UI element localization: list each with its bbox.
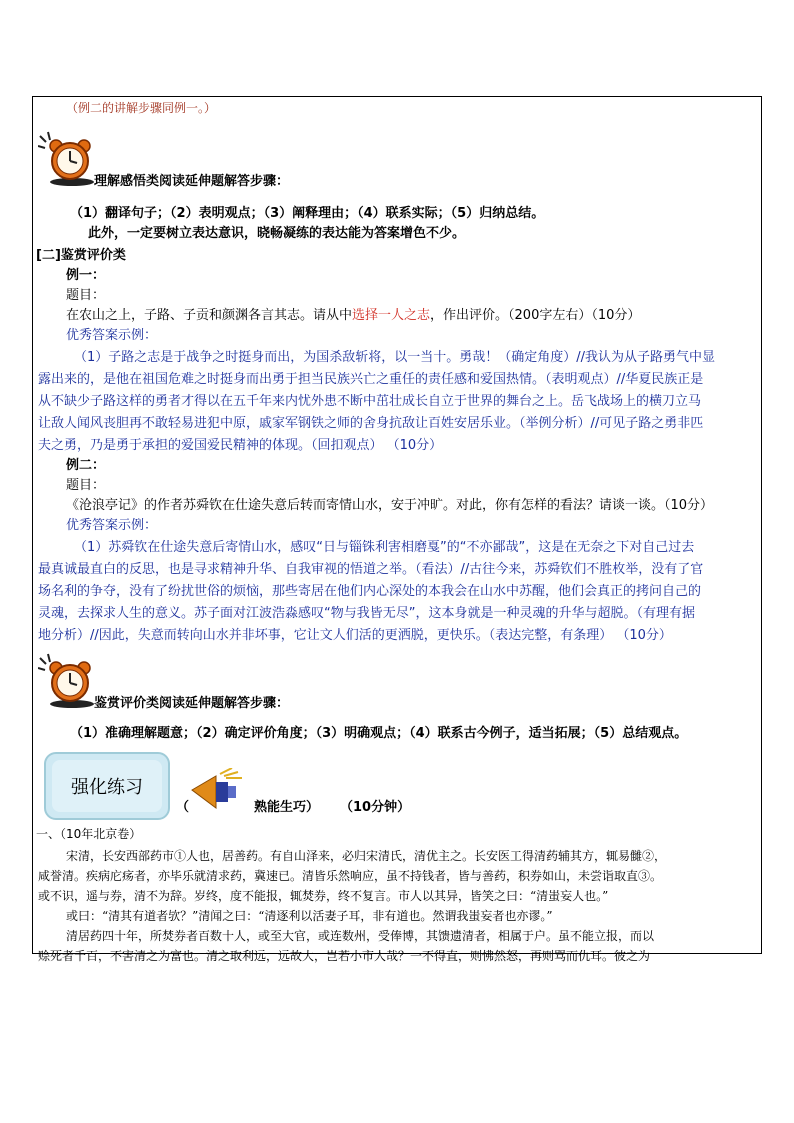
part2-heading: [二]鉴赏评价类 bbox=[36, 248, 126, 263]
example2-label: 例二： bbox=[66, 458, 106, 473]
example2-answer-line: 地分析）//因此，失意而转向山水并非坏事，它让文人们活的更洒脱，更快乐。（表达完整，有条理） （10分） bbox=[38, 628, 672, 643]
section2-steps: （1）准确理解题意；（2）确定评价角度；（3）明确观点；（4）联系古今例子，适当拓展；（5）总结观点。 bbox=[70, 726, 688, 741]
exercise1-line: 咸誉清。疾病庀疡者，亦毕乐就清求药，冀速已。清皆乐然响应，虽不持钱者，皆与善药，积券如山，未尝诣取直③。 bbox=[38, 869, 663, 883]
exercise1-label: 一、（10年北京卷） bbox=[36, 827, 142, 841]
example1-question-pre: 在农山之上，子路、子贡和颜渊各言其志。请从中 bbox=[66, 308, 353, 323]
exercise1-line: 或不识，遥与券，清不为辞。岁终，度不能报，辄焚券，终不复言。市人以其异，皆笑之曰：“清蚩妄人也。” bbox=[38, 889, 609, 903]
section1-title: 理解感悟类阅读延伸题解答步骤： bbox=[94, 174, 290, 189]
example1-answer-line: 从不缺少子路这样的勇者才得以在五千年来内忧外患不断中茁壮成长自立于世界的舞台之上。岳飞战场上的横刀立马 bbox=[38, 394, 702, 409]
section1-note: 此外，一定要树立表达意识，晓畅凝练的表达能为答案增色不少。 bbox=[88, 226, 466, 241]
example2-answer-line: 最真诚最直白的反思，也是寻求精神升华、自我审视的悟道之举。（看法）//古往今来，苏舜钦们不胜枚举，没有了官 bbox=[38, 562, 704, 577]
example1-question-post: ，作出评价。（200字左右）（10分） bbox=[430, 308, 641, 323]
example2-question-label: 题目： bbox=[66, 478, 106, 493]
megaphone-icon bbox=[186, 768, 248, 814]
section1-steps: （1）翻译句子；（2）表明观点；（3）阐释理由；（4）联系实际；（5）归纳总结。 bbox=[70, 206, 545, 221]
example1-question-label: 题目： bbox=[66, 288, 106, 303]
alarm-clock-icon bbox=[38, 130, 98, 188]
practice-banner bbox=[44, 752, 170, 820]
example1-answer-line: （1）子路之志是于战争之时挺身而出，为国杀敌斩将，以一当十。勇哉！（确定角度）//我认为从子路勇气中显 bbox=[74, 350, 716, 365]
example1-answer-line: 露出来的，是他在祖国危难之时挺身而出勇于担当民族兴亡之重任的责任感和爱国热情。（表明观点）//华夏民族正是 bbox=[38, 372, 704, 387]
example1-question bbox=[66, 306, 640, 326]
section2-title: 鉴赏评价类阅读延伸题解答步骤： bbox=[94, 696, 290, 711]
exercise1-line: 宋清，长安西部药市①人也，居善药。有自山泽来，必归宋清氏，清优主之。长安医工得清药辅其方，辄易雠②， bbox=[66, 849, 667, 863]
example1-label: 例一： bbox=[66, 268, 106, 283]
practice-time: （10分钟） bbox=[340, 800, 411, 815]
practice-open-paren: （ bbox=[176, 800, 190, 815]
example2-answer-line: 场名利的争夺，没有了纷扰世俗的烦恼，那些寄居在他们内心深处的本我会在山水中苏醒，他们会真正的拷问自己的 bbox=[38, 584, 702, 599]
example2-answer-line: （1）苏舜钦在仕途失意后寄情山水，感叹“日与锱铢利害相磨戛”的“不亦鄙哉”，这是在无奈之下对自己过去 bbox=[74, 540, 695, 555]
example2-answer-line: 灵魂，去探求人生的意义。苏子面对江波浩淼感叹“物与我皆无尽”，这本身就是一种灵魂的升华与超脱。（有理有据 bbox=[38, 606, 695, 621]
example1-question-highlight: 选择一人之志 bbox=[352, 308, 431, 323]
exercise1-line: 赊死者千百，不害清之为富也。清之取利远，远故大，岂若小市人哉？一不得直，则怫然怒，再则骂而仇耳。彼之为 bbox=[38, 949, 651, 963]
example1-answer-line: 夫之勇，乃是勇于承担的爱国爱民精神的体现。（回扣观点） （10分） bbox=[38, 438, 443, 453]
exercise1-line: 清居药四十年，所焚券者百数十人，或至大官，或连数州，受俸博，其馈遗清者，相属于户。虽不能立报，而以 bbox=[66, 929, 655, 943]
exercise1-line: 或曰：“清其有道者欤？”清闻之曰：“清逐利以活妻子耳，非有道也。然谓我蚩妄者也亦谬。” bbox=[66, 909, 553, 923]
practice-label: 强化练习 bbox=[52, 760, 162, 812]
example1-answer-line: 让敌人闻风丧胆再不敢轻易进犯中原，戚家军钢铁之师的舍身抗敌让百姓安居乐业。（举例分析）//可见子路之勇非匹 bbox=[38, 416, 704, 431]
practice-subtitle: 熟能生巧） bbox=[254, 800, 320, 815]
example2-answer-label: 优秀答案示例： bbox=[66, 518, 158, 533]
alarm-clock-icon bbox=[38, 652, 98, 710]
intro-note: （例二的讲解步骤同例一。） bbox=[66, 101, 217, 115]
example2-question: 《沧浪亭记》的作者苏舜钦在仕途失意后转而寄情山水，安于冲旷。对此，你有怎样的看法？请谈一谈。（10分） bbox=[66, 498, 714, 513]
example1-answer-label: 优秀答案示例： bbox=[66, 328, 158, 343]
